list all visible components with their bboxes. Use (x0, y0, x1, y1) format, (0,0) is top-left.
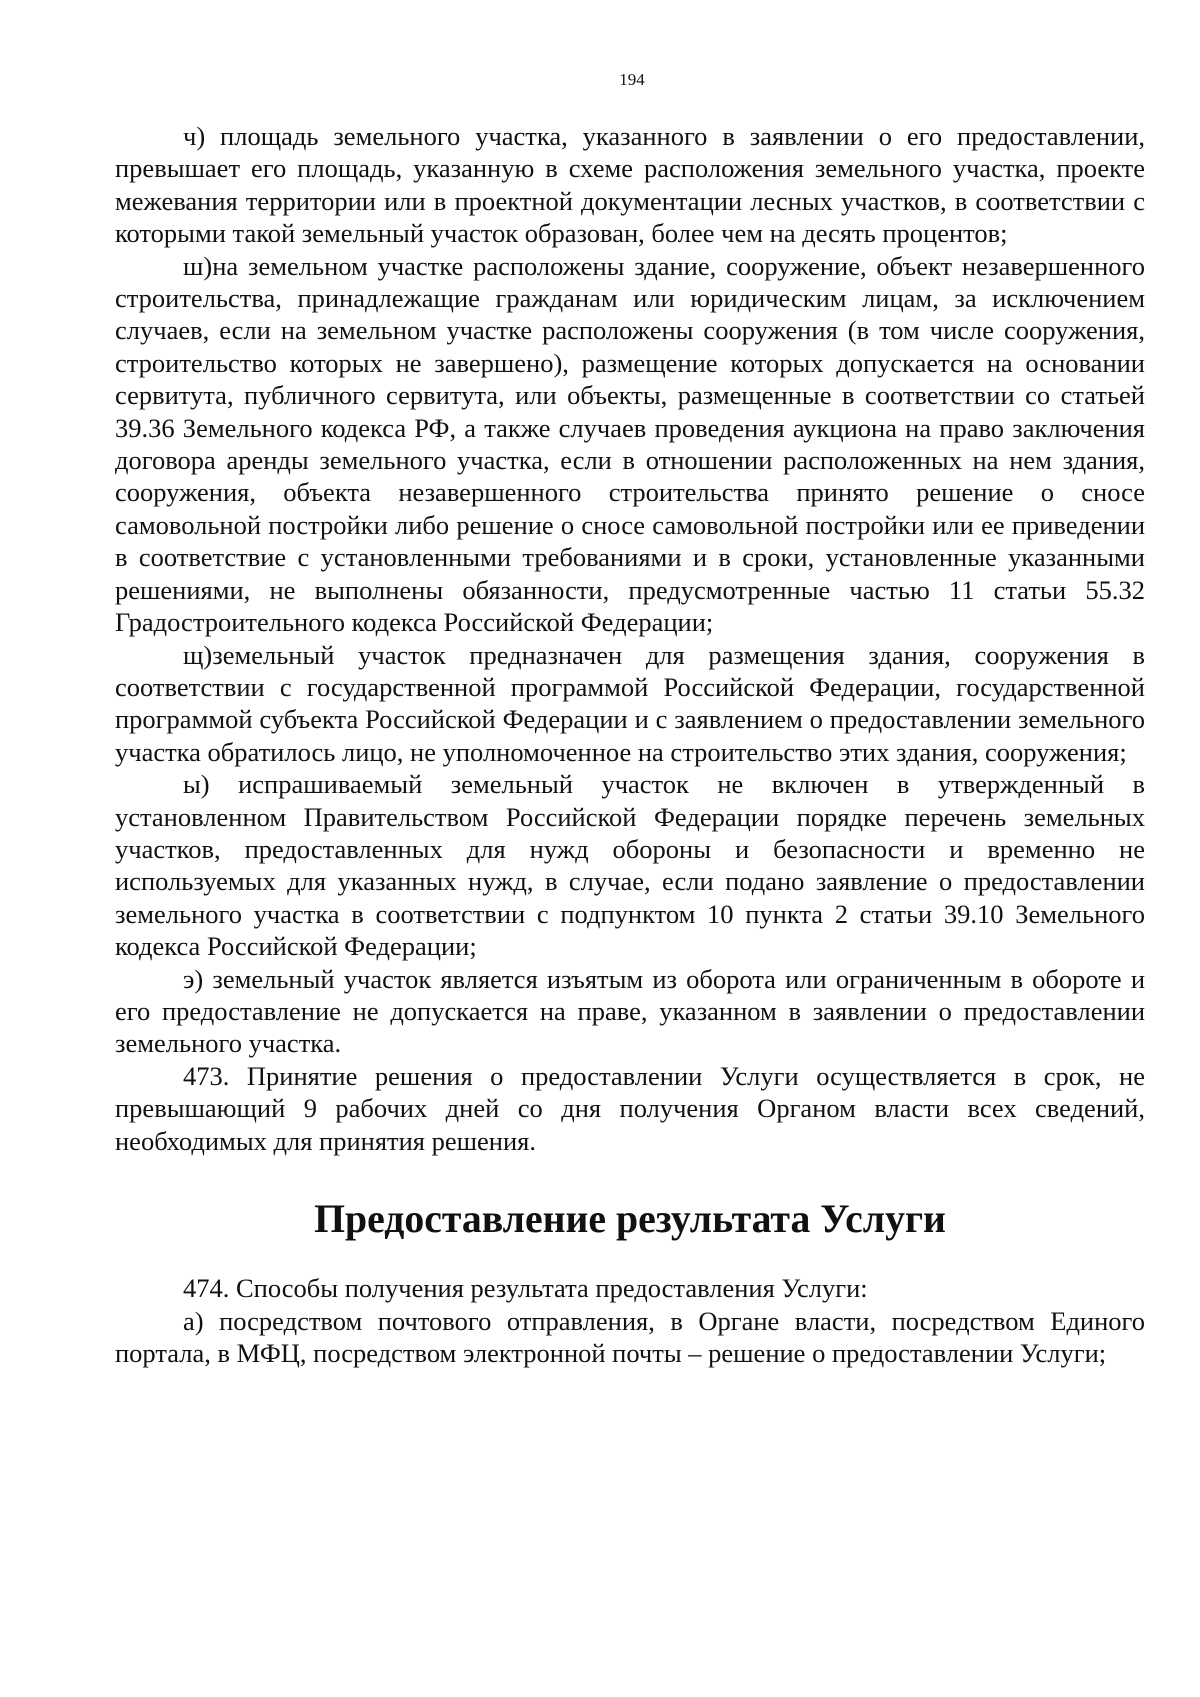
section-heading: Предоставление результата Услуги (314, 1197, 946, 1241)
paragraph-474: 474. Способы получения результата предоставления Услуги: (183, 1273, 868, 1304)
paragraph-item-e: э) земельный участок является изъятым из оборота или ограниченным в обороте и его предоставление не допускается на праве, указанном в заявлении о предоставлении земельного участка. (115, 963, 1145, 1059)
paragraph-473: 473. Принятие решения о предоставлении Услуги осуществляется в срок, не превышающий 9 рабочих дней со дня получения Органом власти всех сведений, необходимых для принятия решения. (115, 1060, 1145, 1156)
paragraph-item-sh: ш)на земельном участке расположены здание, сооружение, объект незавершенного строительства, принадлежащие гражданам или юридическим лицам, за исключением случаев, если на земельном участке расположены сооружения (в том числе сооружения, строительство которых не завершено), размещение которых допускается на основании сервитута, публичного сервитута, или объекты, размещенные в соответствии со статьей 39.36 Земельного кодекса РФ, а также случаев проведения аукциона на право заключения договора аренды земельного участка, если в отношении расположенных на нем здания, сооружения, объекта незавершенного строительства принято решение о сносе самовольной постройки либо решение о сносе самовольной постройки или ее приведении в соответствие с установленными требованиями и в сроки, установленные указанными решениями, не выполнены обязанности, предусмотренные частью 11 статьи 55.32 Градостроительного кодекса Российской Федерации; (115, 250, 1145, 638)
document-body (115, 120, 1145, 1370)
paragraph-item-shch: щ)земельный участок предназначен для размещения здания, сооружения в соответствии с государственной программой Российской Федерации, государственной программой субъекта Российской Федерации и с заявлением о предоставлении земельного участка обратилось лицо, не уполномоченное на строительство этих здания, сооружения; (115, 639, 1145, 767)
page-number: 194 (619, 70, 645, 89)
paragraph-item-ch: ч) площадь земельного участка, указанного в заявлении о его предоставлении, превышает его площадь, указанную в схеме расположения земельного участка, проекте межевания территории или в проектной документации лесных участков, в соответствии с которыми такой земельный участок образован, более чем на десять процентов; (115, 121, 1145, 249)
paragraph-item-y: ы) испрашиваемый земельный участок не включен в утвержденный в установленном Правительством Российской Федерации порядке перечень земельных участков, предоставленных для нужд обороны и безопасности и временно не используемых для указанных нужд, в случае, если подано заявление о предоставлении земельного участка в соответствии с подпунктом 10 пункта 2 статьи 39.10 Земельного кодекса Российской Федерации; (115, 769, 1145, 962)
paragraph-474-a: а) посредством почтового отправления, в Органе власти, посредством Единого портала, в МФЦ, посредством электронной почты – решение о предоставлении Услуги; (115, 1305, 1145, 1369)
